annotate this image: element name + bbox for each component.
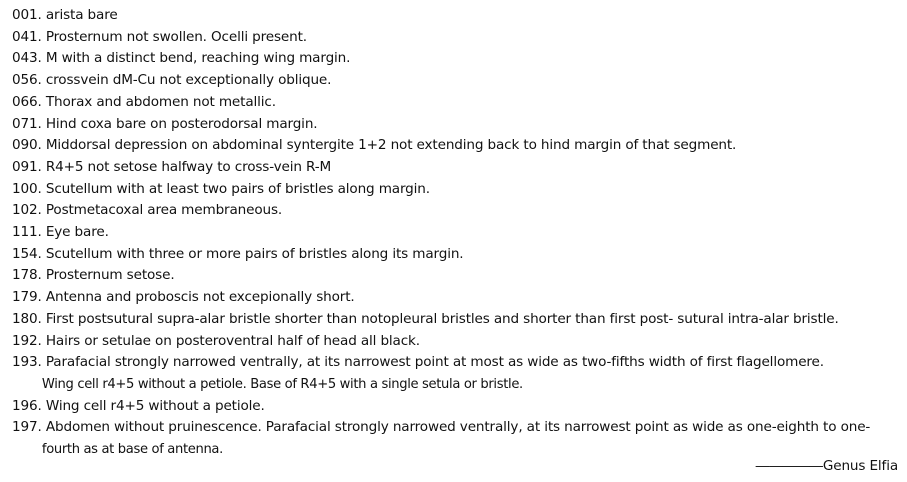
list-item [12, 200, 902, 222]
list-item [12, 222, 902, 244]
list-item [12, 92, 902, 114]
item-text: Hind coxa bare on posterodorsal margin. [45, 115, 318, 132]
list-item [12, 179, 902, 201]
list-item-continuation: fourth as at base of antenna. [41, 441, 223, 458]
list-item [12, 265, 902, 287]
item-text: Postmetacoxal area membraneous. [45, 202, 283, 219]
item-number: 111. [12, 224, 42, 241]
item-text: Prosternum setose. [45, 267, 175, 284]
list-item [12, 396, 902, 418]
item-number: 102. [12, 202, 42, 219]
item-text: Hairs or setulae on posteroventral half of head all black. [45, 332, 420, 349]
list-item [12, 48, 902, 70]
item-text: Scutellum with three or more pairs of bristles along its margin. [45, 245, 464, 262]
item-text: Wing cell r4+5 without a petiole. [45, 397, 265, 414]
item-text: Antenna and proboscis not excepionally short. [45, 289, 355, 306]
item-number: 180. [12, 310, 42, 327]
item-number: 197. [12, 419, 42, 436]
item-number: 071. [12, 115, 42, 132]
list-item [12, 114, 902, 136]
item-text: Abdomen without pruinescence. Parafacial strongly narrowed ventrally, at its narrowest point as wide as one-eighth to one- [45, 419, 871, 436]
list-item [12, 417, 902, 439]
item-number: 091. [12, 158, 42, 175]
list-item [12, 309, 902, 331]
item-text: M with a distinct bend, reaching wing margin. [45, 50, 351, 67]
list-item [12, 135, 902, 157]
item-number: 043. [12, 50, 42, 67]
item-text: Scutellum with at least two pairs of bristles along margin. [45, 180, 430, 197]
item-number: 056. [12, 72, 42, 89]
list-item [12, 70, 902, 92]
item-number: 066. [12, 93, 42, 110]
list-item [12, 157, 902, 179]
item-number: 100. [12, 180, 42, 197]
list-item [12, 331, 902, 353]
item-number: 090. [12, 137, 42, 154]
item-number: 041. [12, 28, 42, 45]
item-text: Middorsal depression on abdominal syntergite 1+2 not extending back to hind margin of that segment. [45, 137, 737, 154]
list-item [12, 5, 902, 27]
item-text: Prosternum not swollen. Ocelli present. [45, 28, 307, 45]
character-list [12, 5, 902, 461]
list-item [12, 244, 902, 266]
item-text: Thorax and abdomen not metallic. [45, 93, 276, 110]
list-item [12, 352, 902, 374]
item-number: 178. [12, 267, 42, 284]
item-number: 196. [12, 397, 42, 414]
item-number: 179. [12, 289, 42, 306]
list-item [12, 287, 902, 309]
item-text: arista bare [45, 7, 118, 23]
list-item [12, 27, 902, 49]
item-number: 192. [12, 332, 42, 349]
item-text: Parafacial strongly narrowed ventrally, at its narrowest point at most as wide as two-fifths width of first flagellomere. [45, 354, 824, 371]
item-text: R4+5 not setose halfway to cross-vein R-M [45, 158, 332, 175]
list-item-continuation: Wing cell r4+5 without a petiole. Base of R4+5 with a single setula or bristle. [41, 375, 523, 392]
item-text: First postsutural supra-alar bristle shorter than notopleural bristles and shorter than first post- sutural intra-alar bristle. [45, 310, 839, 327]
item-text: Eye bare. [45, 224, 109, 241]
item-number: 154. [12, 245, 42, 262]
item-number: 193. [12, 354, 42, 371]
genus-signature: ―――――Genus Elfia [755, 458, 898, 474]
item-number: 001. [12, 7, 42, 23]
item-text: crossvein dM-Cu not exceptionally oblique. [45, 72, 332, 89]
